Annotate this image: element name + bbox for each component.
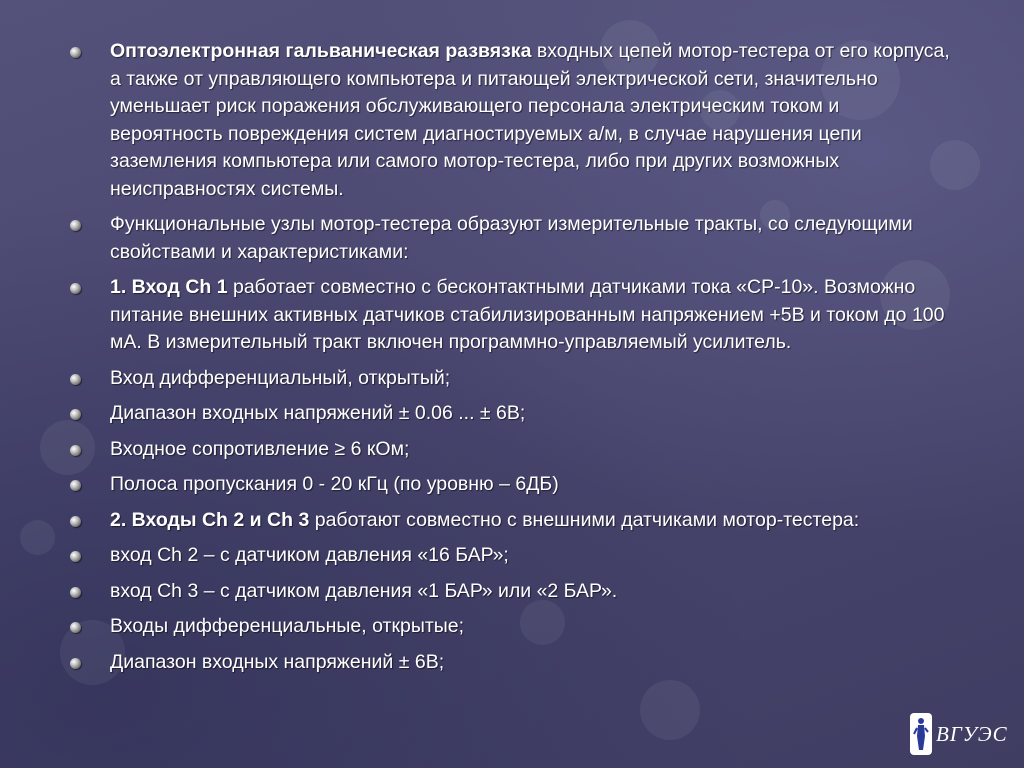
item-text: вход Ch 3 – с датчиком давления «1 БАР» или «2 БАР». — [110, 579, 618, 602]
item-text: Входы дифференциальные, открытые; — [110, 615, 465, 637]
bullet-icon — [70, 480, 81, 491]
item-bold: 2. Входы Ch 2 и Ch 3 — [110, 508, 310, 531]
list-item — [70, 471, 950, 499]
bullet-icon — [70, 551, 81, 562]
list-item — [70, 507, 950, 535]
list-item — [70, 274, 950, 357]
item-text: Диапазон входных напряжений ± 6В; — [110, 650, 445, 673]
list-item — [70, 211, 950, 266]
item-text: Вход дифференциальный, открытый; — [110, 366, 451, 389]
list-item — [70, 578, 950, 606]
bullet-icon — [70, 220, 81, 231]
item-text: вход Ch 2 – с датчиком давления «16 БАР»; — [110, 544, 509, 566]
bullet-icon — [70, 283, 81, 294]
item-text: Функциональные узлы мотор-тестера образуют измерительные тракты, со следующими свойствами и характеристиками: — [110, 213, 913, 263]
item-text: Полоса пропускания 0 - 20 кГц (по уровню – 6ДБ) — [110, 473, 559, 495]
bullet-icon — [70, 587, 81, 598]
logo-text: ВГУЭС — [936, 721, 1008, 746]
bullet-icon — [70, 47, 81, 58]
bullet-icon — [70, 374, 81, 385]
list-item — [70, 542, 950, 570]
list-item — [70, 365, 950, 393]
list-item — [70, 436, 950, 464]
statue-icon — [910, 713, 932, 755]
bullet-icon — [70, 516, 81, 527]
item-bold: 1. Вход Ch 1 — [110, 276, 228, 298]
item-text: входных цепей мотор-тестера от его корпуса, а также от управляющего компьютера и питающей электрической сети, значительно уменьшает риск поражения обслуживающего персонала электрическим током и вероятность повреждения систем диагностируемых а/м, в случае нарушения цепи заземления компьютера или самого мотор-тестера, либо при других возможных неисправностях системы. — [110, 40, 950, 200]
item-text: работает совместно с бесконтактными датчиками тока «CP-10». Возможно питание внешних активных датчиков стабилизированным напряжением +5В и током до 100 мА. В измерительный тракт включен программно-управляемый усилитель. — [110, 276, 945, 353]
list-item — [70, 613, 950, 641]
item-text: Входное сопротивление ≥ 6 кОм; — [110, 437, 410, 460]
list-item — [70, 649, 950, 677]
bullet-icon — [70, 445, 81, 456]
item-text: работают совместно с внешними датчиками мотор-тестера: — [309, 508, 860, 531]
item-text: Диапазон входных напряжений ± 0.06 ... ± 6В; — [110, 402, 526, 424]
bullet-list — [70, 38, 950, 684]
list-item — [70, 400, 950, 428]
bullet-icon — [70, 622, 81, 633]
university-logo — [910, 710, 1010, 758]
list-item — [70, 38, 950, 203]
item-bold: Оптоэлектронная гальваническая развязка — [110, 40, 532, 62]
bullet-icon — [70, 658, 81, 669]
bullet-icon — [70, 409, 81, 420]
